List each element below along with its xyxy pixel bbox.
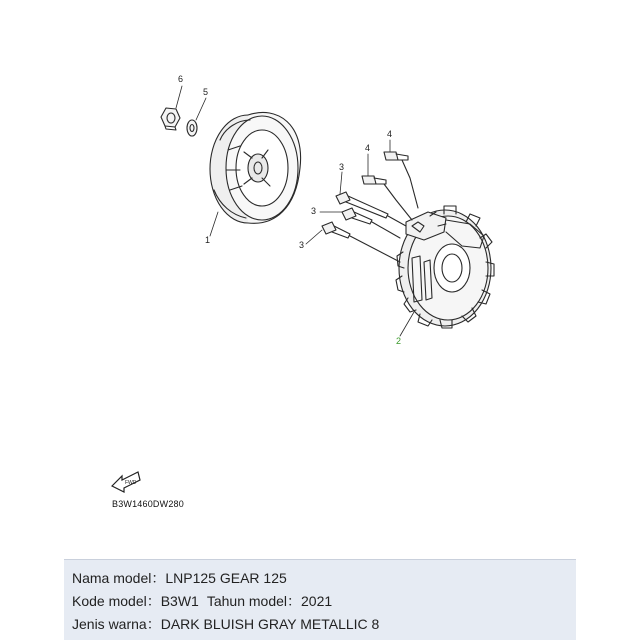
model-code-value: B3W1 [160, 593, 199, 609]
color-label: Jenis warna： [72, 616, 161, 632]
model-code-label: Kode model： [72, 593, 161, 609]
diagram-code: B3W1460DW280 [112, 499, 184, 509]
info-panel [64, 559, 576, 640]
model-year-label: Tahun model： [206, 593, 302, 609]
flywheel-rotor-part-1 [210, 112, 301, 223]
callout-5: 5 [203, 87, 209, 97]
color-value: DARK BLUISH GRAY METALLIC 8 [160, 616, 380, 632]
stator-part-2 [396, 206, 494, 328]
leader-lines [176, 86, 414, 336]
screw-part-3-c [322, 222, 400, 262]
model-name-label: Nama model： [72, 570, 166, 586]
callout-2: 2 [396, 336, 402, 346]
callout-4-a: 4 [387, 129, 393, 139]
callout-3-a: 3 [339, 162, 345, 172]
screw-part-4-a [384, 152, 418, 208]
nut-part-6 [161, 108, 180, 130]
callout-3-b: 3 [311, 206, 317, 216]
callout-6: 6 [178, 74, 184, 84]
callout-4-b: 4 [365, 143, 371, 153]
model-code-row [72, 590, 576, 613]
front-direction-arrow-icon [112, 472, 140, 492]
svg-text:FWD: FWD [125, 480, 137, 486]
callout-3-c: 3 [299, 240, 305, 250]
color-row [72, 613, 576, 636]
model-year-value: 2021 [301, 593, 333, 609]
model-name-row [72, 567, 576, 590]
callout-1: 1 [205, 235, 211, 245]
model-name-value: LNP125 GEAR 125 [165, 570, 287, 586]
washer-part-5 [187, 120, 197, 136]
